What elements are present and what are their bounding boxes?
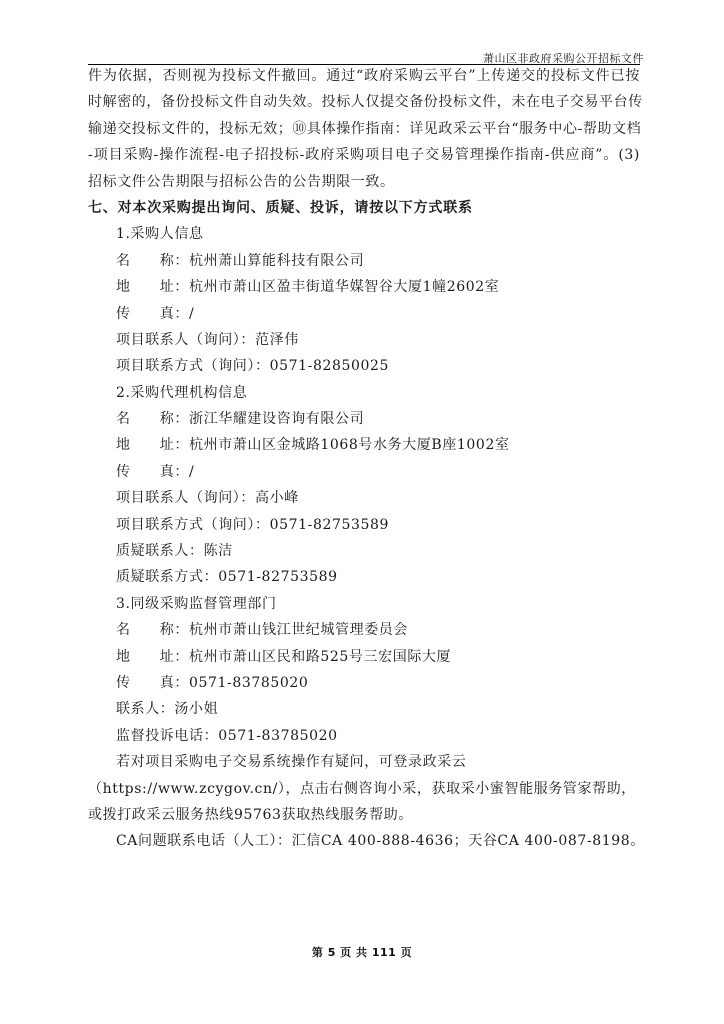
supervisor-fax-key: 传 真： [116, 674, 189, 691]
purchaser-address-value: 杭州市萧山区盈丰街道华媒智谷大厦1幢2602室 [189, 279, 500, 296]
intro-line-1: 件为依据，否则视为投标文件撤回。通过“政府采购云平台”上传递交的投标文件已按 [88, 68, 640, 84]
supervisor-contact-key: 联系人： [116, 701, 175, 718]
agency-question-contact-row [88, 538, 640, 564]
agency-heading: 2.采购代理机构信息 [116, 384, 248, 401]
closing-line-3: 或拨打政采云服务热线95763获取热线服务帮助。 [88, 806, 413, 823]
agency-question-phone-row [88, 564, 640, 590]
agency-question-contact-key: 质疑联系人： [116, 543, 204, 560]
agency-name-key: 名 称： [116, 411, 189, 428]
supervisor-complaint-key: 监督投诉电话： [116, 727, 219, 744]
intro-line-4: -项目采购-操作流程-电子招投标-政府采购项目电子交易管理操作指南-供应商”。(3) [88, 147, 640, 164]
purchaser-name-key: 名 称： [116, 252, 189, 269]
supervisor-address-key: 地 址： [116, 648, 189, 665]
agency-contact-value: 高小峰 [255, 490, 299, 507]
agency-question-phone-value: 0571-82753589 [218, 569, 338, 586]
supervisor-name-value: 杭州市萧山钱江世纪城管理委员会 [189, 622, 408, 639]
agency-phone-row [88, 512, 640, 538]
supervisor-address-value: 杭州市萧山区民和路525号三宏国际大厦 [189, 648, 452, 665]
agency-name-value: 浙江华耀建设咨询有限公司 [189, 411, 365, 428]
purchaser-name-value: 杭州萧山算能科技有限公司 [189, 252, 365, 269]
purchaser-address-row [88, 274, 640, 300]
agency-address-row [88, 432, 640, 458]
purchaser-phone-value: 0571-82850025 [269, 358, 390, 375]
purchaser-name-row [88, 248, 640, 274]
agency-phone-key: 项目联系方式（询问）： [116, 516, 270, 533]
agency-question-phone-key: 质疑联系方式： [116, 569, 219, 586]
purchaser-fax-row [88, 301, 640, 327]
agency-address-value: 杭州市萧山区金城路1068号水务大厦B座1002室 [189, 437, 510, 454]
purchaser-fax-value: / [189, 305, 195, 322]
section-heading: 七、对本次采购提出询问、质疑、投诉，请按以下方式联系 [88, 199, 473, 216]
agency-fax-value: / [189, 463, 195, 480]
supervisor-contact-value: 汤小姐 [174, 701, 219, 718]
supervisor-address-row [88, 644, 640, 670]
intro-line-2: 时解密的，备份投标文件自动失效。投标人仅提交备份投标文件，未在电子交易平台传 [88, 94, 643, 111]
purchaser-phone-row [88, 353, 640, 379]
purchaser-phone-key: 项目联系方式（询问）： [116, 358, 270, 375]
agency-phone-value: 0571-82753589 [269, 516, 390, 533]
supervisor-name-key: 名 称： [116, 622, 189, 639]
agency-contact-row [88, 485, 640, 511]
closing-line-1: 若对项目采购电子交易系统操作有疑问，可登录政采云 [116, 754, 467, 771]
purchaser-fax-key: 传 真： [116, 305, 189, 322]
purchaser-contact-key: 项目联系人（询问）： [116, 331, 255, 348]
intro-line-3: 输递交投标文件的，投标无效；⑩具体操作指南：详见政采云平台“服务中心-帮助文档 [88, 120, 642, 137]
supervisor-fax-value: 0571-83785020 [189, 674, 309, 691]
supervisor-fax-row [88, 670, 640, 696]
page-header-title: 萧山区非政府采购公开招标文件 [483, 52, 644, 65]
supervisor-name-row [88, 617, 640, 643]
agency-fax-key: 传 真： [116, 463, 189, 480]
supervisor-contact-row [88, 696, 640, 722]
agency-fax-row [88, 459, 640, 485]
agency-address-key: 地 址： [116, 437, 189, 454]
agency-contact-key: 项目联系人（询问）： [116, 490, 255, 507]
purchaser-contact-value: 范泽伟 [255, 331, 299, 348]
intro-line-5: 招标文件公告期限与招标公告的公告期限一致。 [88, 173, 395, 190]
purchaser-address-key: 地 址： [116, 279, 189, 296]
page-number: 第 5 页 共 111 页 [311, 946, 413, 959]
purchaser-heading: 1.采购人信息 [116, 226, 204, 243]
supervisor-complaint-row [88, 723, 640, 749]
document-body [88, 63, 645, 855]
agency-name-row [88, 406, 640, 432]
supervisor-heading: 3.同级采购监督管理部门 [116, 595, 277, 612]
closing-line-4: CA问题联系电话（人工）：汇信CA 400-888-4636；天谷CA 400-087-8198。 [116, 833, 645, 850]
supervisor-complaint-value: 0571-83785020 [218, 727, 338, 744]
agency-question-contact-value: 陈洁 [203, 543, 233, 560]
purchaser-contact-row [88, 327, 640, 353]
closing-line-2: （https://www.zcygov.cn/），点击右侧咨询小采，获取采小蜜智能服务管家帮助， [88, 780, 636, 797]
